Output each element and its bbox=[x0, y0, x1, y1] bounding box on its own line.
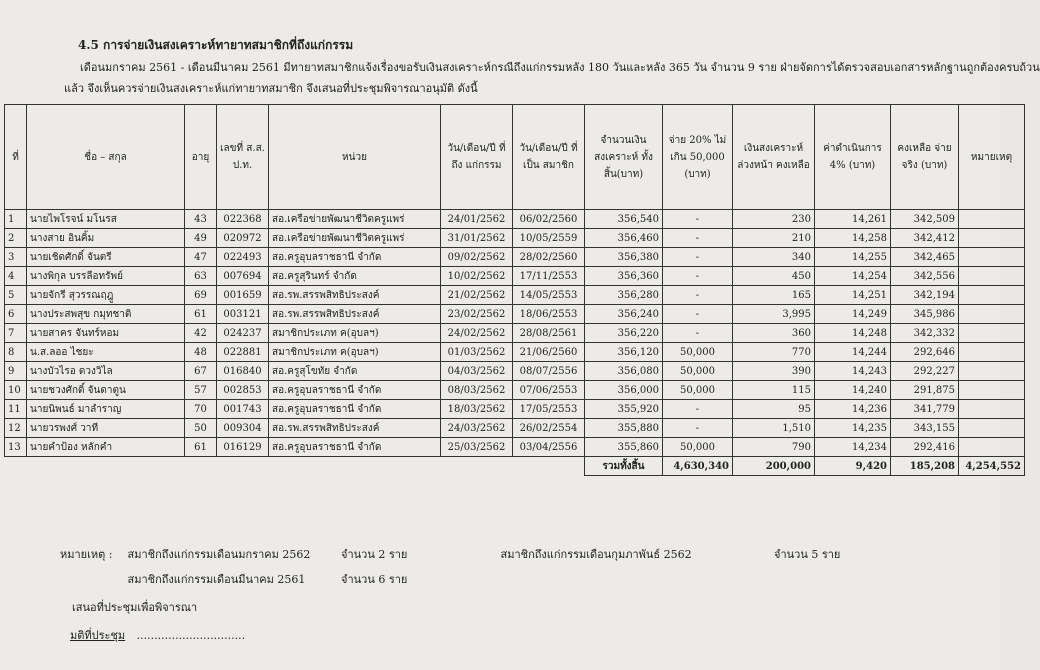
table-cell: 7 bbox=[5, 324, 27, 343]
table-cell: 341,779 bbox=[891, 400, 959, 419]
table-cell: 356,380 bbox=[585, 248, 663, 267]
table-cell: 47 bbox=[185, 248, 217, 267]
table-cell: 50,000 bbox=[663, 381, 733, 400]
table-cell: 3 bbox=[5, 248, 27, 267]
table-cell: 342,556 bbox=[891, 267, 959, 286]
table-cell: 06/02/2560 bbox=[513, 210, 585, 229]
table-cell: 21/02/2562 bbox=[441, 286, 513, 305]
table-cell: 360 bbox=[733, 324, 815, 343]
table-cell: 18/03/2562 bbox=[441, 400, 513, 419]
table-cell: 17/05/2553 bbox=[513, 400, 585, 419]
table-cell: นายเชิดศักดิ์ จันตรี bbox=[27, 248, 185, 267]
table-cell: 343,155 bbox=[891, 419, 959, 438]
table-cell: 14,249 bbox=[815, 305, 891, 324]
table-cell: 04/03/2562 bbox=[441, 362, 513, 381]
resolution-dots: ............................... bbox=[136, 629, 246, 642]
table-cell: 50 bbox=[185, 419, 217, 438]
propose-line: เสนอที่ประชุมเพื่อพิจารณา bbox=[72, 601, 198, 614]
table-cell: 14,255 bbox=[815, 248, 891, 267]
note-feb-text: สมาชิกถึงแก่กรรมเดือนกุมภาพันธ์ 2562 bbox=[500, 548, 692, 561]
table-cell: 67 bbox=[185, 362, 217, 381]
table-cell: 14,251 bbox=[815, 286, 891, 305]
table-cell: นายนิพนธ์ มาลำราญ bbox=[27, 400, 185, 419]
column-header: คงเหลือ จ่ายจริง (บาท) bbox=[891, 105, 959, 210]
table-cell: 292,227 bbox=[891, 362, 959, 381]
intro-line-2: แล้ว จึงเห็นควรจ่ายเงินสงเคราะห์แก่ทายาทสมาชิก จึงเสนอที่ประชุมพิจารณาอนุมัติ ดังนี้ bbox=[64, 82, 478, 95]
column-header: ชื่อ – สกุล bbox=[27, 105, 185, 210]
table-cell: 23/02/2562 bbox=[441, 305, 513, 324]
table-cell bbox=[959, 362, 1025, 381]
table-cell: 342,332 bbox=[891, 324, 959, 343]
column-header: จำนวนเงิน สงเคราะห์ ทั้งสิ้น(บาท) bbox=[585, 105, 663, 210]
table-cell: 10 bbox=[5, 381, 27, 400]
table-cell: 3,995 bbox=[733, 305, 815, 324]
table-cell: 356,220 bbox=[585, 324, 663, 343]
table-row bbox=[5, 267, 1025, 286]
table-row bbox=[5, 229, 1025, 248]
table-cell: 007694 bbox=[217, 267, 269, 286]
column-header: หน่วย bbox=[269, 105, 441, 210]
table-row bbox=[5, 419, 1025, 438]
table-cell: - bbox=[663, 248, 733, 267]
table-cell: 390 bbox=[733, 362, 815, 381]
table-cell: 356,460 bbox=[585, 229, 663, 248]
table-cell: 6 bbox=[5, 305, 27, 324]
table-cell: 08/07/2556 bbox=[513, 362, 585, 381]
table-cell: 24/03/2562 bbox=[441, 419, 513, 438]
table-cell: 12 bbox=[5, 419, 27, 438]
table-cell: 001659 bbox=[217, 286, 269, 305]
table-cell: 230 bbox=[733, 210, 815, 229]
table-cell: 4 bbox=[5, 267, 27, 286]
column-header: เงินสงเคราะห์ ล่วงหน้า คงเหลือ bbox=[733, 105, 815, 210]
table-cell: สอ.รพ.สรรพสิทธิประสงค์ bbox=[269, 419, 441, 438]
table-cell: สอ.ครูอุบลราชธานี จำกัด bbox=[269, 248, 441, 267]
table-cell: สอ.เครือข่ายพัฒนาชีวิตครูแพร่ bbox=[269, 229, 441, 248]
table-cell: 356,540 bbox=[585, 210, 663, 229]
table-cell: 14,236 bbox=[815, 400, 891, 419]
table-cell: สอ.รพ.สรรพสิทธิประสงค์ bbox=[269, 305, 441, 324]
column-header: ที่ bbox=[5, 105, 27, 210]
table-row bbox=[5, 210, 1025, 229]
table-cell: 11 bbox=[5, 400, 27, 419]
note-feb-count: จำนวน 5 ราย bbox=[774, 548, 841, 561]
table-cell: 50,000 bbox=[663, 438, 733, 457]
table-cell: 022368 bbox=[217, 210, 269, 229]
table-cell: 50,000 bbox=[663, 362, 733, 381]
table-cell bbox=[959, 324, 1025, 343]
table-cell: 5 bbox=[5, 286, 27, 305]
table-cell: 8 bbox=[5, 343, 27, 362]
table-cell: - bbox=[663, 324, 733, 343]
note-jan-count: จำนวน 2 ราย bbox=[341, 548, 408, 561]
table-cell: 03/04/2556 bbox=[513, 438, 585, 457]
table-cell: 61 bbox=[185, 438, 217, 457]
note-jan-text: สมาชิกถึงแก่กรรมเดือนมกราคม 2562 bbox=[127, 548, 311, 561]
note-line-2 bbox=[60, 570, 407, 588]
table-cell: 345,986 bbox=[891, 305, 959, 324]
table-cell: 18/06/2553 bbox=[513, 305, 585, 324]
table-cell bbox=[959, 343, 1025, 362]
table-cell bbox=[959, 248, 1025, 267]
table-cell: 016840 bbox=[217, 362, 269, 381]
table-row bbox=[5, 381, 1025, 400]
table-row bbox=[5, 343, 1025, 362]
table-cell: สอ.ครูอุบลราชธานี จำกัด bbox=[269, 400, 441, 419]
table-cell bbox=[959, 419, 1025, 438]
table-cell: 355,920 bbox=[585, 400, 663, 419]
table-cell: 26/02/2554 bbox=[513, 419, 585, 438]
table-cell: 1,510 bbox=[733, 419, 815, 438]
table-cell: 95 bbox=[733, 400, 815, 419]
table-cell: 115 bbox=[733, 381, 815, 400]
table-cell: 14,234 bbox=[815, 438, 891, 457]
table-cell: 340 bbox=[733, 248, 815, 267]
table-cell: 31/01/2562 bbox=[441, 229, 513, 248]
table-cell: นายชวงศักดิ์ จันดาตูน bbox=[27, 381, 185, 400]
table-row bbox=[5, 305, 1025, 324]
table-cell: 28/02/2560 bbox=[513, 248, 585, 267]
table-cell: 2 bbox=[5, 229, 27, 248]
table-cell: 450 bbox=[733, 267, 815, 286]
table-cell: 69 bbox=[185, 286, 217, 305]
table-row bbox=[5, 324, 1025, 343]
table-cell: สอ.ครูอุบลราชธานี จำกัด bbox=[269, 438, 441, 457]
table-header-row bbox=[5, 105, 1025, 210]
table-cell bbox=[959, 210, 1025, 229]
table-cell: 342,509 bbox=[891, 210, 959, 229]
column-header: เลขที่ ส.ส. ป.ท. bbox=[217, 105, 269, 210]
table-cell: 61 bbox=[185, 305, 217, 324]
table-cell: 292,416 bbox=[891, 438, 959, 457]
table-cell: 01/03/2562 bbox=[441, 343, 513, 362]
table-cell: นายคำป้อง หลักคำ bbox=[27, 438, 185, 457]
table-cell: สมาชิกประเภท ค(อุบลฯ) bbox=[269, 324, 441, 343]
table-cell: 790 bbox=[733, 438, 815, 457]
table-cell: 21/06/2560 bbox=[513, 343, 585, 362]
table-cell: 24/02/2562 bbox=[441, 324, 513, 343]
table-cell: 356,000 bbox=[585, 381, 663, 400]
table-cell: - bbox=[663, 400, 733, 419]
note-label: หมายเหตุ : bbox=[60, 548, 113, 561]
table-cell: 355,880 bbox=[585, 419, 663, 438]
table-cell: 9 bbox=[5, 362, 27, 381]
table-cell: 14/05/2553 bbox=[513, 286, 585, 305]
table-cell: - bbox=[663, 267, 733, 286]
table-cell: 42 bbox=[185, 324, 217, 343]
column-header: อายุ bbox=[185, 105, 217, 210]
table-cell: - bbox=[663, 305, 733, 324]
table-cell: - bbox=[663, 229, 733, 248]
table-cell: 70 bbox=[185, 400, 217, 419]
table-cell: 14,254 bbox=[815, 267, 891, 286]
column-header: วัน/เดือน/ปี ที่เป็น สมาชิก bbox=[513, 105, 585, 210]
table-row bbox=[5, 286, 1025, 305]
table-cell: 17/11/2553 bbox=[513, 267, 585, 286]
table-cell bbox=[959, 267, 1025, 286]
table-cell: - bbox=[663, 286, 733, 305]
table-cell: 14,261 bbox=[815, 210, 891, 229]
table-cell: 28/08/2561 bbox=[513, 324, 585, 343]
total-advance: 9,420 bbox=[815, 457, 891, 476]
table-cell: นายสาคร จันทร์หอม bbox=[27, 324, 185, 343]
table-cell: 07/06/2553 bbox=[513, 381, 585, 400]
table-cell: 002853 bbox=[217, 381, 269, 400]
total-label: รวมทั้งสิ้น bbox=[585, 457, 663, 476]
table-cell: สอ.ครูอุบลราชธานี จำกัด bbox=[269, 381, 441, 400]
table-cell bbox=[959, 381, 1025, 400]
table-cell: นายวรพงศ์ วาที bbox=[27, 419, 185, 438]
table-cell: 165 bbox=[733, 286, 815, 305]
table-cell: 1 bbox=[5, 210, 27, 229]
table-cell: 291,875 bbox=[891, 381, 959, 400]
table-cell: 08/03/2562 bbox=[441, 381, 513, 400]
resolution-label: มติที่ประชุม bbox=[70, 629, 126, 642]
table-cell: 355,860 bbox=[585, 438, 663, 457]
table-cell: - bbox=[663, 419, 733, 438]
table-cell: - bbox=[663, 210, 733, 229]
table-cell bbox=[959, 286, 1025, 305]
table-cell: สอ.เครือข่ายพัฒนาชีวิตครูแพร่ bbox=[269, 210, 441, 229]
table-cell: 63 bbox=[185, 267, 217, 286]
table-cell: 57 bbox=[185, 381, 217, 400]
table-cell: 13 bbox=[5, 438, 27, 457]
table-cell: 25/03/2562 bbox=[441, 438, 513, 457]
table-cell bbox=[959, 229, 1025, 248]
table-cell: 342,412 bbox=[891, 229, 959, 248]
table-cell: 024237 bbox=[217, 324, 269, 343]
table-cell: 49 bbox=[185, 229, 217, 248]
table-cell: สอ.ครูสุโขทัย จำกัด bbox=[269, 362, 441, 381]
table-cell: น.ส.ลออ ไชยะ bbox=[27, 343, 185, 362]
table-cell bbox=[959, 438, 1025, 457]
table-cell: 020972 bbox=[217, 229, 269, 248]
table-cell: สอ.ครูสุรินทร์ จำกัด bbox=[269, 267, 441, 286]
table-row bbox=[5, 362, 1025, 381]
total-row bbox=[5, 457, 1025, 476]
table-cell: 14,240 bbox=[815, 381, 891, 400]
table-cell: 292,646 bbox=[891, 343, 959, 362]
table-cell bbox=[959, 305, 1025, 324]
table-cell: 342,465 bbox=[891, 248, 959, 267]
intro-line-1: เดือนมกราคม 2561 - เดือนมีนาคม 2561 มีทายาทสมาชิกแจ้งเรื่องขอรับเงินสงเคราะห์กรณีถึงแก่กรรมหลัง 180 วันและหลัง 365 วัน จำนวน 9 ราย ฝ่ายจัดการได้ตรวจสอบเอกสารหลักฐานถูกต้องครบถ้วน bbox=[80, 61, 1040, 74]
table-cell: 009304 bbox=[217, 419, 269, 438]
table-cell: 016129 bbox=[217, 438, 269, 457]
table-cell: 356,240 bbox=[585, 305, 663, 324]
total-pay20: 200,000 bbox=[733, 457, 815, 476]
table-cell: 10/05/2559 bbox=[513, 229, 585, 248]
table-row bbox=[5, 400, 1025, 419]
table-cell: 48 bbox=[185, 343, 217, 362]
note-mar-count: จำนวน 6 ราย bbox=[341, 573, 408, 586]
table-cell: 356,360 bbox=[585, 267, 663, 286]
table-cell: นายจักรี สุวรรณฤฎู bbox=[27, 286, 185, 305]
total-fee: 185,208 bbox=[891, 457, 959, 476]
table-cell: 14,248 bbox=[815, 324, 891, 343]
note-mar-text: สมาชิกถึงแก่กรรมเดือนมีนาคม 2561 bbox=[127, 573, 306, 586]
column-header: หมายเหตุ bbox=[959, 105, 1025, 210]
table-cell: 356,280 bbox=[585, 286, 663, 305]
table-cell: นางบัวไรอ ดวงวิไล bbox=[27, 362, 185, 381]
table-cell: 09/02/2562 bbox=[441, 248, 513, 267]
resolution-line bbox=[70, 626, 245, 644]
table-cell: 50,000 bbox=[663, 343, 733, 362]
table-cell: 342,194 bbox=[891, 286, 959, 305]
total-spacer bbox=[5, 457, 585, 476]
table-cell: 14,258 bbox=[815, 229, 891, 248]
column-header: วัน/เดือน/ปี ที่ถึง แก่กรรม bbox=[441, 105, 513, 210]
table-cell: นางสาย อินคิ้ม bbox=[27, 229, 185, 248]
table-cell: 43 bbox=[185, 210, 217, 229]
table-cell: 14,244 bbox=[815, 343, 891, 362]
table-cell: 356,120 bbox=[585, 343, 663, 362]
table-cell bbox=[959, 400, 1025, 419]
table-cell: นางประสพสุข กมุทชาติ bbox=[27, 305, 185, 324]
total-amount: 4,630,340 bbox=[663, 457, 733, 476]
table-cell: 001743 bbox=[217, 400, 269, 419]
intro-paragraph bbox=[64, 57, 1040, 99]
beneficiary-table bbox=[4, 104, 1025, 476]
table-cell: สมาชิกประเภท ค(อุบลฯ) bbox=[269, 343, 441, 362]
table-cell: 210 bbox=[733, 229, 815, 248]
table-cell: นายไพโรจน์ มโนรส bbox=[27, 210, 185, 229]
table-row bbox=[5, 438, 1025, 457]
column-header: จ่าย 20% ไม่เกิน 50,000 (บาท) bbox=[663, 105, 733, 210]
table-cell: 770 bbox=[733, 343, 815, 362]
table-cell: 14,243 bbox=[815, 362, 891, 381]
table-cell: 022881 bbox=[217, 343, 269, 362]
table-cell: 10/02/2562 bbox=[441, 267, 513, 286]
column-header: ค่าดำเนินการ 4% (บาท) bbox=[815, 105, 891, 210]
section-heading: 4.5 การจ่ายเงินสงเคราะห์ทายาทสมาชิกที่ถึงแก่กรรม bbox=[78, 38, 354, 52]
table-cell: 14,235 bbox=[815, 419, 891, 438]
table-cell: นางพิกุล บรรลือทรัพย์ bbox=[27, 267, 185, 286]
note-line-1 bbox=[60, 545, 840, 563]
table-cell: 356,080 bbox=[585, 362, 663, 381]
table-cell: 003121 bbox=[217, 305, 269, 324]
table-row bbox=[5, 248, 1025, 267]
table-cell: สอ.รพ.สรรพสิทธิประสงค์ bbox=[269, 286, 441, 305]
total-net: 4,254,552 bbox=[959, 457, 1025, 476]
table-cell: 022493 bbox=[217, 248, 269, 267]
table-cell: 24/01/2562 bbox=[441, 210, 513, 229]
